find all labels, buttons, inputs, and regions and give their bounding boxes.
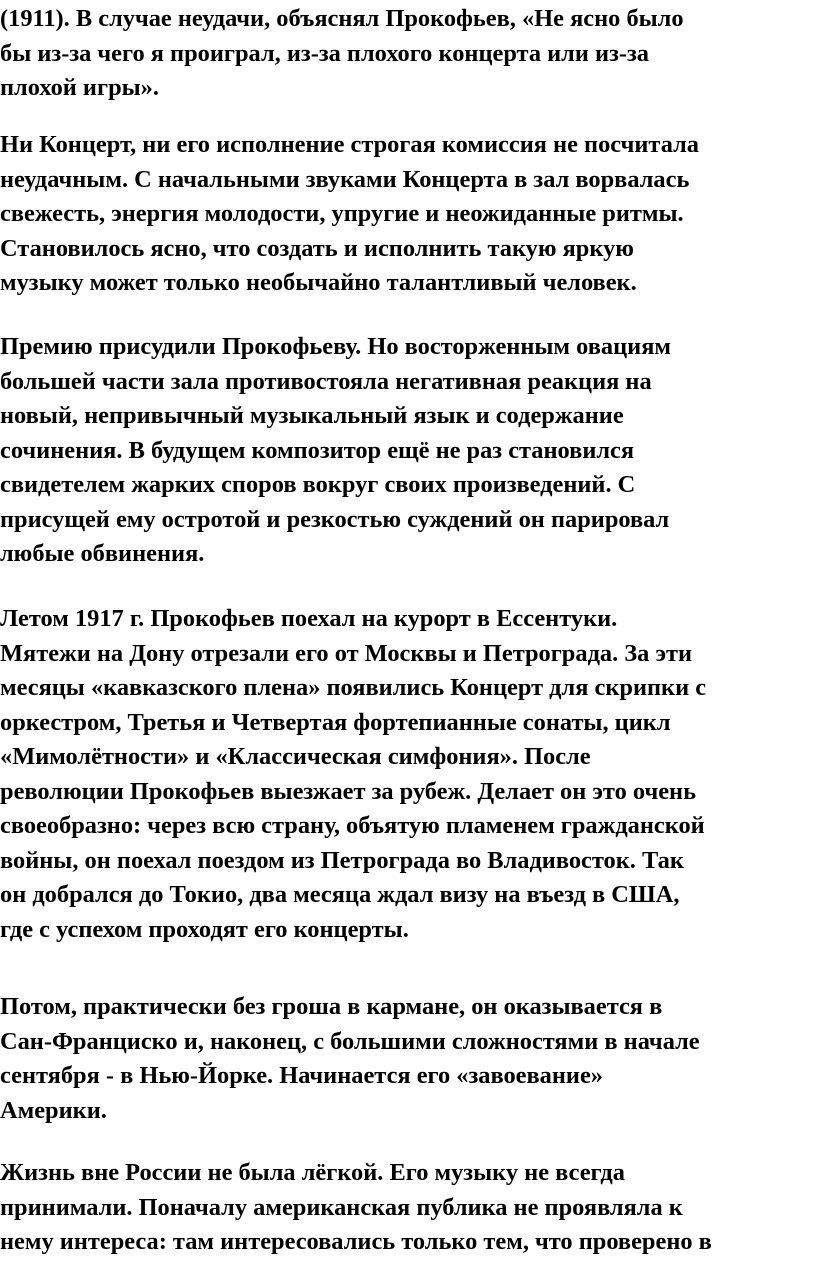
text-line: Жизнь вне России не была лёгкой. Его музыку не всегда xyxy=(0,1159,625,1186)
text-line: свидетелем жарких споров вокруг своих произведений. С xyxy=(0,471,636,498)
text-line: Летом 1917 г. Прокофьев поехал на курорт в Ессентуки. xyxy=(0,605,618,632)
text-line: сентября - в Нью-Йорке. Начинается его «завоевание» xyxy=(0,1062,604,1089)
text-line: где с успехом проходят его концерты. xyxy=(0,915,409,943)
text-line: сочинения. В будущем композитор ещё не раз становился xyxy=(0,436,635,464)
paragraph-5 xyxy=(0,990,700,1128)
text-line: музыку может только необычайно талантливый человек. xyxy=(0,269,637,296)
text-line: бы из-за чего я проиграл, из-за плохого концерта или из-за xyxy=(0,39,649,67)
text-line: Становилось ясно, что создать и исполнить такую яркую xyxy=(0,234,634,262)
paragraph-1 xyxy=(0,2,684,106)
text-line: нему интереса: там интересовались только тем, что проверено в xyxy=(0,1228,712,1255)
text-line: «Мимолётности» и «Классическая симфония». После xyxy=(0,743,591,770)
text-line: революции Прокофьев выезжает за рубеж. Делает он это очень xyxy=(0,777,696,805)
text-line: Америки. xyxy=(0,1096,107,1124)
text-line: присущей ему остротой и резкостью суждений он парировал xyxy=(0,505,670,533)
paragraph-4 xyxy=(0,602,706,947)
text-line: плохой игры». xyxy=(0,74,159,101)
text-line: любые обвинения. xyxy=(0,540,205,567)
text-line: Ни Концерт, ни его исполнение строгая комиссия не посчитала xyxy=(0,131,699,158)
text-line: Мятежи на Дону отрезали его от Москвы и Петрограда. За эти xyxy=(0,639,693,667)
text-line: Премию присудили Прокофьеву. Но восторженным овациям xyxy=(0,333,672,360)
text-line: новый, непривычный музыкальный язык и содержание xyxy=(0,402,624,429)
paragraph-3 xyxy=(0,330,671,572)
text-line: принимали. Поначалу американская публика не проявляла к xyxy=(0,1193,683,1221)
text-line: месяцы «кавказского плена» появились Концерт для скрипки с xyxy=(0,674,707,701)
paragraph-2 xyxy=(0,128,699,301)
text-line: он добрался до Токио, два месяца ждал визу на въезд в США, xyxy=(0,881,680,908)
text-line: войны, он поехал поездом из Петрограда во Владивосток. Так xyxy=(0,846,684,874)
text-line: своеобразно: через всю страну, объятую пламенем гражданской xyxy=(0,812,705,839)
text-line: свежесть, энергия молодости, упругие и неожиданные ритмы. xyxy=(0,200,684,227)
text-line: оркестром, Третья и Четвертая фортепианные сонаты, цикл xyxy=(0,708,671,736)
text-line: неудачным. С начальными звуками Концерта в зал ворвалась xyxy=(0,165,690,193)
text-line: большей части зала противостояла негативная реакция на xyxy=(0,367,652,395)
paragraph-6 xyxy=(0,1156,712,1260)
text-line: Сан-Франциско и, наконец, с большими сложностями в начале xyxy=(0,1027,700,1055)
text-line: Потом, практически без гроша в кармане, он оказывается в xyxy=(0,993,663,1020)
text-line: (1911). В случае неудачи, объяснял Прокофьев, «Не ясно было xyxy=(0,5,684,32)
